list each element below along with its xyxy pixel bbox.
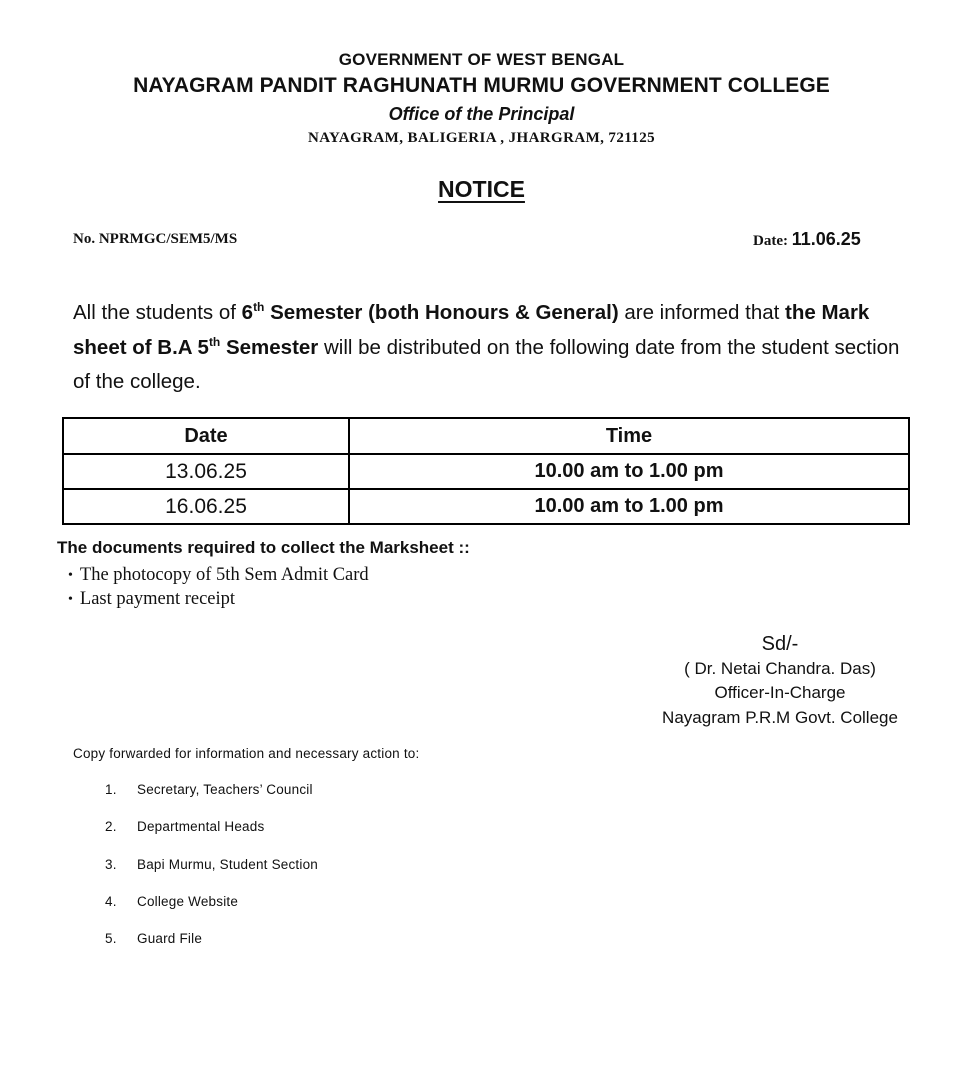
signatory-name: ( Dr. Netai Chandra. Das) bbox=[684, 658, 876, 678]
item-number: 1. bbox=[105, 782, 117, 797]
time-column-header: Time bbox=[349, 418, 909, 454]
date-label: Date: bbox=[753, 233, 788, 249]
reference-number: No. NPRMGC/SEM5/MS bbox=[73, 231, 238, 247]
item-text: Bapi Murmu, Student Section bbox=[137, 856, 318, 872]
body-part-5: Semester bbox=[220, 335, 319, 359]
signatory-designation: Officer-In-Charge bbox=[714, 683, 846, 702]
item-number: 2. bbox=[105, 819, 117, 835]
item-text: Guard File bbox=[137, 931, 203, 947]
schedule-date: 13.06.25 bbox=[63, 454, 349, 489]
semester-number: 6 bbox=[241, 301, 254, 324]
body-part-1: All the students of bbox=[73, 301, 242, 324]
list-item bbox=[105, 931, 318, 968]
notice-body bbox=[73, 296, 903, 400]
ordinal-suffix-2: th bbox=[208, 334, 221, 349]
government-heading: GOVERNMENT OF WEST BENGAL bbox=[338, 50, 625, 69]
college-address: NAYAGRAM, BALIGERIA , JHARGRAM, 721125 bbox=[307, 130, 656, 146]
item-text: Secretary, Teachers’ Council bbox=[137, 782, 313, 797]
list-item bbox=[105, 782, 318, 819]
notice-date bbox=[753, 229, 861, 250]
college-name: NAYAGRAM PANDIT RAGHUNATH MURMU GOVERNMENT COLLEGE bbox=[133, 74, 830, 97]
body-part-4: the Mark sheet of B.A 5 bbox=[73, 301, 870, 359]
table-row bbox=[63, 489, 909, 524]
body-part-6: will be distributed on the following date from the student section of the college. bbox=[73, 335, 900, 393]
table-header-row bbox=[63, 418, 909, 454]
notice-title: NOTICE bbox=[438, 176, 525, 202]
documents-list bbox=[68, 564, 369, 612]
table-row bbox=[63, 454, 909, 489]
date-column-header: Date bbox=[63, 418, 349, 454]
body-part-2: Semester (both Honours & General) bbox=[264, 301, 619, 324]
list-item bbox=[105, 857, 318, 894]
notice-heading bbox=[0, 176, 963, 203]
item-number: 4. bbox=[105, 893, 117, 909]
schedule-time: 10.00 am to 1.00 pm bbox=[349, 454, 909, 489]
signatory-institution: Nayagram P.R.M Govt. College bbox=[662, 707, 898, 727]
office-title: Office of the Principal bbox=[388, 104, 575, 124]
copy-forward-list bbox=[105, 782, 318, 968]
signature-block bbox=[655, 632, 905, 730]
item-text: Departmental Heads bbox=[137, 819, 265, 835]
list-item: • Last payment receipt bbox=[68, 588, 369, 612]
ordinal-suffix-1: th bbox=[253, 300, 265, 315]
list-item: • The photocopy of 5th Sem Admit Card bbox=[68, 564, 369, 588]
schedule-date: 16.06.25 bbox=[63, 489, 349, 524]
schedule-time: 10.00 am to 1.00 pm bbox=[349, 489, 909, 524]
item-text: College Website bbox=[137, 893, 239, 909]
item-number: 3. bbox=[105, 856, 117, 872]
date-value: 11.06.25 bbox=[791, 229, 861, 249]
signature-sd: Sd/- bbox=[761, 633, 799, 655]
list-item bbox=[105, 819, 318, 856]
list-item bbox=[105, 894, 318, 931]
documents-heading: The documents required to collect the Marksheet :: bbox=[57, 538, 470, 557]
body-part-3: are informed that bbox=[618, 301, 786, 324]
distribution-schedule-table bbox=[62, 417, 910, 525]
item-number: 5. bbox=[105, 931, 117, 947]
copy-forward-heading: Copy forwarded for information and necessary action to: bbox=[73, 746, 420, 761]
